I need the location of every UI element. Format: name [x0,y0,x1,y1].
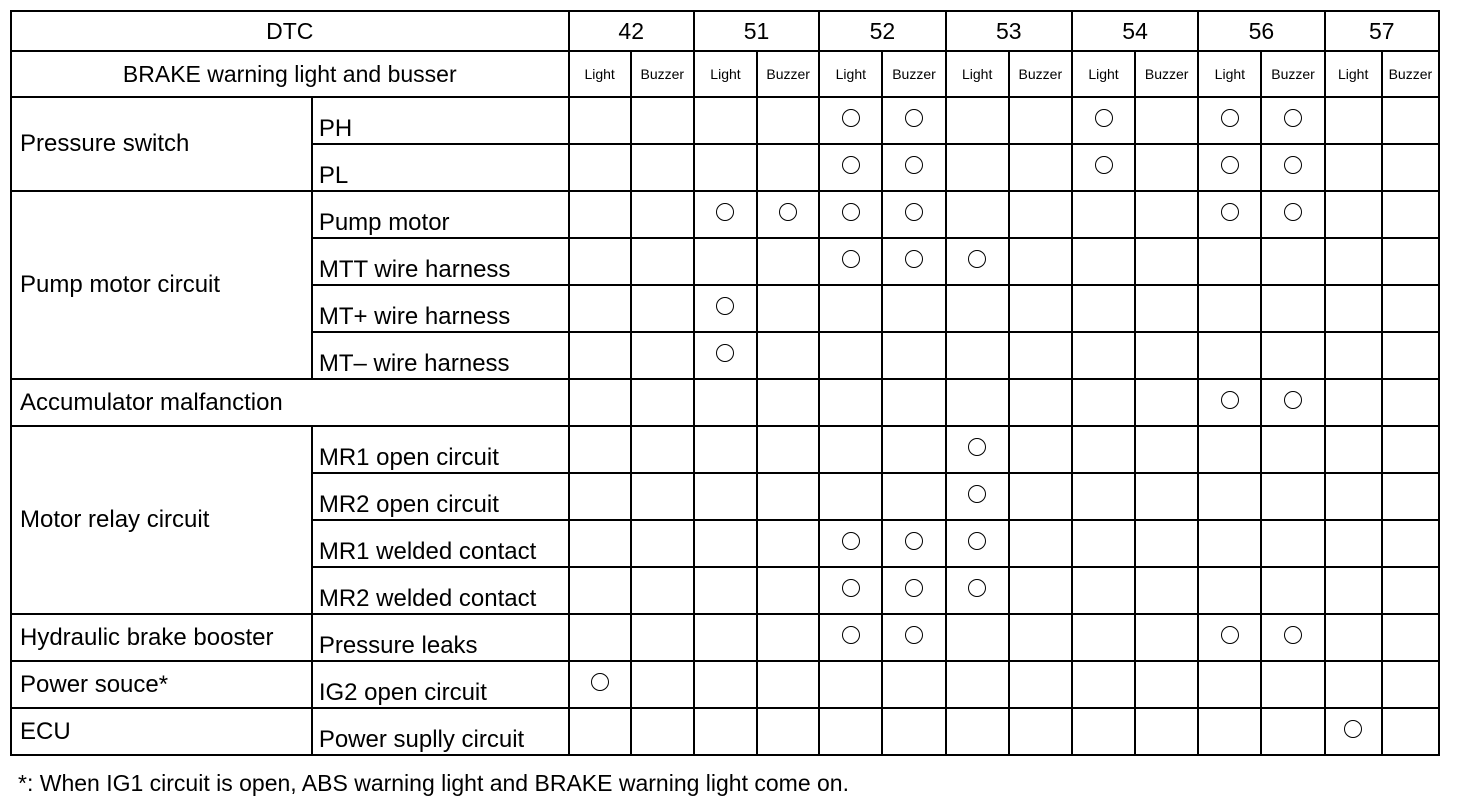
table-row [11,97,1439,144]
mark-cell [1261,426,1324,473]
mark-cell [1198,426,1261,473]
item-label: MT– wire harness [312,332,569,379]
mark-cell [694,144,757,191]
item-label: PH [312,97,569,144]
circle-mark-icon [968,485,986,503]
mark-cell [757,520,819,567]
mark-cell [631,661,694,708]
mark-cell [1135,426,1198,473]
item-label: PL [312,144,569,191]
warning-subheader: BRAKE warning light and busser [11,51,569,97]
mark-cell [1382,567,1439,614]
mark-cell [1009,379,1072,426]
table-row [11,708,1439,755]
mark-cell [819,238,882,285]
category-cell: Pressure switch [11,97,312,191]
mark-cell [1325,285,1382,332]
mark-cell [1135,191,1198,238]
dtc-code-header: 42 [569,11,694,51]
buzzer-subheader: Buzzer [757,51,819,97]
category-cell: Motor relay circuit [11,426,312,614]
mark-cell [1009,426,1072,473]
mark-cell [946,520,1009,567]
mark-cell [1072,144,1135,191]
mark-cell [1325,614,1382,661]
mark-cell [882,614,945,661]
dtc-code-header: 57 [1325,11,1439,51]
mark-cell [1382,379,1439,426]
mark-cell [946,285,1009,332]
mark-cell [1072,708,1135,755]
item-label: MTT wire harness [312,238,569,285]
circle-mark-icon [1221,391,1239,409]
mark-cell [757,238,819,285]
mark-cell [1325,426,1382,473]
mark-cell [819,285,882,332]
mark-cell [882,332,945,379]
category-cell: Pump motor circuit [11,191,312,379]
circle-mark-icon [842,203,860,221]
mark-cell [1382,97,1439,144]
mark-cell [819,661,882,708]
mark-cell [1009,661,1072,708]
mark-cell [1072,661,1135,708]
mark-cell [694,567,757,614]
mark-cell [1325,379,1382,426]
mark-cell [1009,567,1072,614]
mark-cell [1382,708,1439,755]
mark-cell [882,708,945,755]
mark-cell [1009,238,1072,285]
mark-cell [1198,661,1261,708]
mark-cell [1261,379,1324,426]
mark-cell [882,285,945,332]
mark-cell [1198,144,1261,191]
circle-mark-icon [1284,203,1302,221]
mark-cell [1382,614,1439,661]
buzzer-subheader: Buzzer [631,51,694,97]
item-label: Power suplly circuit [312,708,569,755]
dtc-table [10,10,1440,756]
circle-mark-icon [1095,109,1113,127]
light-subheader: Light [569,51,631,97]
mark-cell [757,144,819,191]
mark-cell [1009,144,1072,191]
mark-cell [569,379,631,426]
mark-cell [631,520,694,567]
mark-cell [1261,473,1324,520]
circle-mark-icon [905,532,923,550]
mark-cell [1382,191,1439,238]
mark-cell [882,426,945,473]
mark-cell [1072,567,1135,614]
mark-cell [882,567,945,614]
mark-cell [1135,379,1198,426]
mark-cell [819,520,882,567]
mark-cell [631,332,694,379]
mark-cell [946,191,1009,238]
mark-cell [1072,238,1135,285]
mark-cell [882,520,945,567]
mark-cell [1261,285,1324,332]
mark-cell [1325,520,1382,567]
mark-cell [1382,661,1439,708]
mark-cell [1261,614,1324,661]
mark-cell [569,144,631,191]
footnote: *: When IG1 circuit is open, ABS warning light and BRAKE warning light come on. [18,770,849,796]
mark-cell [569,285,631,332]
mark-cell [694,97,757,144]
mark-cell [1198,332,1261,379]
table-row [11,191,1439,238]
mark-cell [1009,520,1072,567]
mark-cell [819,614,882,661]
mark-cell [1009,708,1072,755]
mark-cell [1382,144,1439,191]
mark-cell [757,473,819,520]
mark-cell [1198,285,1261,332]
dtc-code-header: 54 [1072,11,1198,51]
mark-cell [631,614,694,661]
buzzer-subheader: Buzzer [1261,51,1324,97]
mark-cell [694,379,757,426]
mark-cell [946,426,1009,473]
mark-cell [1072,379,1135,426]
mark-cell [1261,238,1324,285]
mark-cell [946,332,1009,379]
item-label: MR2 open circuit [312,473,569,520]
mark-cell [569,332,631,379]
mark-cell [757,379,819,426]
mark-cell [1135,661,1198,708]
mark-cell [819,191,882,238]
circle-mark-icon [905,109,923,127]
item-label: Pressure leaks [312,614,569,661]
header-row-sub [11,51,1439,97]
mark-cell [631,238,694,285]
mark-cell [946,473,1009,520]
mark-cell [631,708,694,755]
circle-mark-icon [716,344,734,362]
mark-cell [757,191,819,238]
item-label: MT+ wire harness [312,285,569,332]
mark-cell [569,191,631,238]
circle-mark-icon [842,109,860,127]
mark-cell [631,426,694,473]
mark-cell [569,708,631,755]
mark-cell [946,708,1009,755]
mark-cell [1198,614,1261,661]
mark-cell [1325,332,1382,379]
mark-cell [819,473,882,520]
mark-cell [1261,520,1324,567]
mark-cell [1135,238,1198,285]
circle-mark-icon [1221,156,1239,174]
circle-mark-icon [716,297,734,315]
mark-cell [1325,97,1382,144]
mark-cell [1135,708,1198,755]
dtc-code-header: 52 [819,11,945,51]
circle-mark-icon [905,579,923,597]
buzzer-subheader: Buzzer [882,51,945,97]
mark-cell [1198,708,1261,755]
category-cell: Hydraulic brake booster [11,614,312,661]
mark-cell [946,614,1009,661]
mark-cell [631,567,694,614]
mark-cell [946,97,1009,144]
mark-cell [1135,332,1198,379]
mark-cell [819,708,882,755]
mark-cell [1009,191,1072,238]
mark-cell [1325,567,1382,614]
mark-cell [757,97,819,144]
mark-cell [946,379,1009,426]
circle-mark-icon [968,250,986,268]
circle-mark-icon [716,203,734,221]
mark-cell [882,473,945,520]
mark-cell [1072,473,1135,520]
mark-cell [1135,567,1198,614]
mark-cell [694,661,757,708]
mark-cell [569,238,631,285]
mark-cell [569,661,631,708]
light-subheader: Light [694,51,757,97]
mark-cell [694,191,757,238]
circle-mark-icon [1344,720,1362,738]
mark-cell [1325,144,1382,191]
circle-mark-icon [842,250,860,268]
mark-cell [1135,520,1198,567]
mark-cell [757,567,819,614]
circle-mark-icon [1095,156,1113,174]
category-cell: ECU [11,708,312,755]
light-subheader: Light [1072,51,1135,97]
mark-cell [1261,567,1324,614]
mark-cell [631,191,694,238]
circle-mark-icon [968,532,986,550]
circle-mark-icon [1221,626,1239,644]
mark-cell [569,614,631,661]
circle-mark-icon [905,156,923,174]
mark-cell [1382,520,1439,567]
mark-cell [1135,97,1198,144]
circle-mark-icon [905,250,923,268]
mark-cell [819,426,882,473]
mark-cell [819,332,882,379]
circle-mark-icon [1221,109,1239,127]
mark-cell [1198,520,1261,567]
item-label: Pump motor [312,191,569,238]
mark-cell [1009,332,1072,379]
mark-cell [1072,97,1135,144]
category-cell: Power souce* [11,661,312,708]
circle-mark-icon [779,203,797,221]
circle-mark-icon [842,626,860,644]
item-label: MR1 welded contact [312,520,569,567]
mark-cell [1382,426,1439,473]
mark-cell [1382,332,1439,379]
mark-cell [1072,426,1135,473]
circle-mark-icon [591,673,609,691]
mark-cell [882,661,945,708]
item-label: MR1 open circuit [312,426,569,473]
table-row [11,614,1439,661]
circle-mark-icon [842,532,860,550]
mark-cell [1325,708,1382,755]
mark-cell [757,426,819,473]
mark-cell [757,661,819,708]
circle-mark-icon [1284,626,1302,644]
mark-cell [1325,238,1382,285]
mark-cell [1382,285,1439,332]
item-label: MR2 welded contact [312,567,569,614]
category-cell: Accumulator malfanction [11,379,569,426]
circle-mark-icon [968,438,986,456]
table-row [11,426,1439,473]
circle-mark-icon [1221,203,1239,221]
mark-cell [946,661,1009,708]
table-row [11,379,1439,426]
light-subheader: Light [946,51,1009,97]
mark-cell [819,379,882,426]
mark-cell [757,614,819,661]
dtc-header: DTC [11,11,569,51]
mark-cell [1261,191,1324,238]
mark-cell [1261,332,1324,379]
mark-cell [1072,520,1135,567]
mark-cell [1382,473,1439,520]
mark-cell [1261,661,1324,708]
mark-cell [631,97,694,144]
mark-cell [1009,473,1072,520]
dtc-code-header: 51 [694,11,819,51]
mark-cell [757,708,819,755]
mark-cell [569,426,631,473]
mark-cell [631,285,694,332]
mark-cell [569,520,631,567]
mark-cell [946,238,1009,285]
mark-cell [1072,191,1135,238]
mark-cell [1325,191,1382,238]
mark-cell [694,520,757,567]
mark-cell [1325,661,1382,708]
mark-cell [694,332,757,379]
mark-cell [631,379,694,426]
mark-cell [1009,614,1072,661]
table-body [11,11,1439,755]
buzzer-subheader: Buzzer [1009,51,1072,97]
mark-cell [1198,191,1261,238]
mark-cell [694,238,757,285]
mark-cell [757,285,819,332]
circle-mark-icon [842,156,860,174]
mark-cell [1135,285,1198,332]
mark-cell [819,567,882,614]
mark-cell [569,473,631,520]
mark-cell [1072,285,1135,332]
mark-cell [1325,473,1382,520]
mark-cell [1009,285,1072,332]
mark-cell [819,144,882,191]
mark-cell [882,144,945,191]
mark-cell [1135,614,1198,661]
mark-cell [569,97,631,144]
mark-cell [1135,473,1198,520]
mark-cell [757,332,819,379]
mark-cell [1009,97,1072,144]
circle-mark-icon [968,579,986,597]
mark-cell [882,379,945,426]
buzzer-subheader: Buzzer [1135,51,1198,97]
item-label: IG2 open circuit [312,661,569,708]
table-row [11,661,1439,708]
mark-cell [882,191,945,238]
mark-cell [694,426,757,473]
mark-cell [882,238,945,285]
mark-cell [694,473,757,520]
mark-cell [946,144,1009,191]
circle-mark-icon [1284,391,1302,409]
mark-cell [1261,144,1324,191]
mark-cell [694,614,757,661]
mark-cell [694,708,757,755]
buzzer-subheader: Buzzer [1382,51,1439,97]
mark-cell [1135,144,1198,191]
dtc-code-header: 56 [1198,11,1324,51]
light-subheader: Light [1198,51,1261,97]
mark-cell [1261,708,1324,755]
circle-mark-icon [1284,156,1302,174]
mark-cell [1072,332,1135,379]
mark-cell [1261,97,1324,144]
mark-cell [631,144,694,191]
mark-cell [819,97,882,144]
mark-cell [1198,97,1261,144]
mark-cell [694,285,757,332]
mark-cell [882,97,945,144]
circle-mark-icon [905,626,923,644]
header-row-dtc [11,11,1439,51]
mark-cell [1198,238,1261,285]
circle-mark-icon [905,203,923,221]
mark-cell [1072,614,1135,661]
mark-cell [569,567,631,614]
mark-cell [1382,238,1439,285]
mark-cell [631,473,694,520]
circle-mark-icon [842,579,860,597]
light-subheader: Light [819,51,882,97]
circle-mark-icon [1284,109,1302,127]
dtc-code-header: 53 [946,11,1072,51]
mark-cell [946,567,1009,614]
mark-cell [1198,379,1261,426]
light-subheader: Light [1325,51,1382,97]
mark-cell [1198,473,1261,520]
mark-cell [1198,567,1261,614]
